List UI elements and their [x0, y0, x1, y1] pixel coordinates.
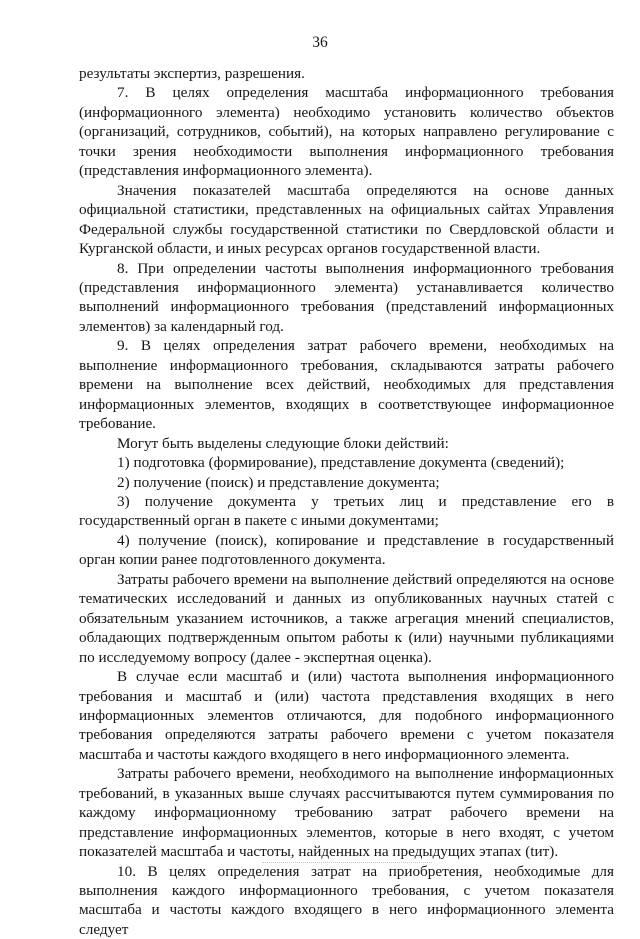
paragraph: 10. В целях определения затрат на приобретения, необходимые для выполнения каждого информационного требования, с учетом показателя масштаба и частоты каждого входящего в него информационного элемента следует: [79, 862, 614, 938]
paragraph: 8. При определении частоты выполнения информационного требования (представления информационного элемента) устанавливается количество выполнений информационного требования (представлений информационных элементов) за календарный год.: [79, 259, 614, 335]
list-item: 4) получение (поиск), копирование и представление в государственный орган копии ранее подготовленного документа.: [79, 531, 614, 569]
document-body: [79, 64, 614, 939]
paragraph: Могут быть выделены следующие блоки действий:: [117, 434, 449, 452]
paragraph: Затраты рабочего времени на выполнение действий определяются на основе тематических исследований и данных из опубликованных научных статей с обязательным указанием источников, а также агрегация мнений специалистов, обладающих подтвержденным опытом работы к (или) научными публикациями по исследуемому вопросу (далее - экспертная оценка).: [79, 570, 614, 666]
scan-artifact: [262, 862, 432, 863]
paragraph: результаты экспертиз, разрешения.: [79, 65, 305, 82]
paragraph: Значения показателей масштаба определяются на основе данных официальной статистики, представленных на официальных сайтах Управления Федеральной службы государственной статистики по Свердловской области и Курганской области, и иных ресурсах органов государственной власти.: [79, 181, 614, 258]
paragraph: Затраты рабочего времени, необходимого на выполнение информационных требований, в указанных выше случаях рассчитываются путем суммирования по каждому информационному требованию затрат рабочего времени на представление информационных элементов, которые в него входят, с учетом показателей масштаба и частоты, найденных на предыдущих этапах (tит).: [79, 765, 614, 861]
list-item: 2) получение (поиск) и представление документа;: [117, 473, 440, 491]
paragraph: 9. В целях определения затрат рабочего времени, необходимых на выполнение информационного требования, складываются затраты рабочего времени на выполнение всех действий, необходимых для представления информационных элементов, входящих в соответствующее информационное требование.: [79, 337, 614, 433]
paragraph: 7. В целях определения масштаба информационного требования (информационного элемента) необходимо установить количество объектов (организаций, сотрудников, событий), на которых направлено регулирование с точки зрения необходимости выполнения информационного требования (представления информационного элемента).: [79, 84, 614, 180]
list-item: 3) получение документа у третьих лиц и представление его в государственный орган в пакете с иными документами;: [79, 492, 614, 530]
page-number: 36: [312, 34, 328, 51]
paragraph: В случае если масштаб и (или) частота выполнения информационного требования и масштаб и (или) частота представления входящих в него информационных элементов отличаются, для подобного информационного требования определяются затраты рабочего времени с учетом показателя масштаба и частоты каждого входящего в него информационного элемента.: [79, 668, 614, 763]
list-item: 1) подготовка (формирование), представление документа (сведений);: [117, 454, 565, 472]
